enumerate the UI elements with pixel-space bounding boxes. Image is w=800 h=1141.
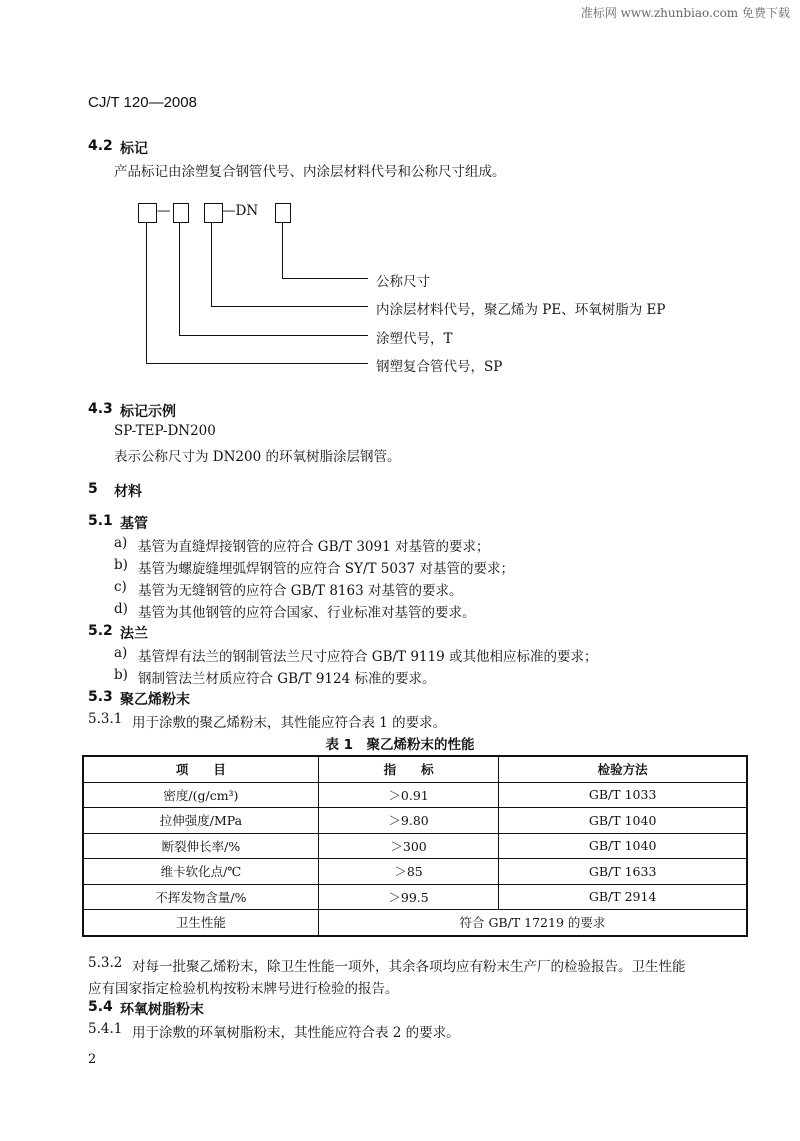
table-cell: 密度/(g/cm³) — [83, 782, 318, 808]
table-1-caption: 表 1 聚乙烯粉末的性能 — [325, 737, 475, 753]
list-item-marker: a) — [114, 645, 128, 661]
section-5-title: 材料 — [114, 484, 142, 500]
table-1 — [82, 755, 748, 937]
section-4-2-title: 标记 — [120, 141, 148, 157]
list-item: 基管为其他钢管的应符合国家、行业标准对基管的要求。 — [138, 605, 476, 621]
standard-code: CJ/T 120—2008 — [88, 94, 197, 111]
section-5-3-1-text: 用于涂敷的聚乙烯粉末，其性能应符合表 1 的要求。 — [132, 715, 447, 731]
list-item-marker: a) — [114, 535, 128, 551]
section-5-3-2-number: 5.3.2 — [88, 955, 123, 971]
section-5-3-1-number: 5.3.1 — [88, 711, 123, 727]
leader-size-v — [282, 222, 283, 278]
table-row — [83, 859, 747, 885]
diagram-label-sp: 钢塑复合管代号，SP — [376, 359, 503, 375]
table-cell: GB/T 1633 — [499, 859, 747, 885]
leader-material-h — [211, 306, 368, 307]
table-cell: GB/T 1040 — [499, 808, 747, 834]
dash-separator: — — [157, 203, 171, 219]
section-5-1-number: 5.1 — [88, 513, 113, 529]
table-cell: ＞9.80 — [318, 808, 498, 834]
column-header: 指 标 — [318, 756, 498, 782]
leader-sp-h — [146, 363, 368, 364]
list-item: 基管为螺旋缝埋弧焊钢管的应符合 SY/T 5037 对基管的要求； — [138, 561, 514, 577]
list-item: 基管为直缝焊接钢管的应符合 GB/T 3091 对基管的要求； — [138, 539, 490, 555]
diagram-label-size: 公称尺寸 — [376, 274, 430, 290]
section-5-3-2-line1: 对每一批聚乙烯粉末，除卫生性能一项外，其余各项均应有粉末生产厂的检验报告。卫生性能 — [132, 959, 686, 975]
table-cell: ＞99.5 — [318, 884, 498, 910]
list-item-marker: b) — [114, 667, 128, 683]
table-cell: 维卡软化点/℃ — [83, 859, 318, 885]
diagram-label-t: 涂塑代号，T — [376, 331, 453, 347]
dash-dn-label: —DN — [222, 203, 259, 219]
section-5-4-number: 5.4 — [88, 999, 113, 1015]
table-cell: ＞300 — [318, 833, 498, 859]
section-4-2-text: 产品标记由涂塑复合钢管代号、内涂层材料代号和公称尺寸组成。 — [114, 164, 506, 180]
table-cell: ＞0.91 — [318, 782, 498, 808]
code-box-sp — [138, 203, 157, 223]
leader-size-h — [282, 278, 368, 279]
page-number: 2 — [88, 1052, 97, 1067]
list-item: 钢制管法兰材质应符合 GB/T 9124 标准的要求。 — [138, 671, 436, 687]
column-header: 项 目 — [83, 756, 318, 782]
marking-example: SP-TEP-DN200 — [114, 423, 216, 439]
section-4-3-number: 4.3 — [88, 401, 113, 417]
list-item-marker: c) — [114, 579, 127, 595]
watermark: 准标网 www.zhunbiao.com 免费下载 — [580, 6, 790, 20]
list-item-marker: b) — [114, 557, 128, 573]
section-4-3-title: 标记示例 — [120, 404, 176, 420]
code-box-material — [204, 203, 223, 223]
table-header-row — [83, 756, 747, 782]
table-cell: 符合 GB/T 17219 的要求 — [318, 910, 747, 936]
section-5-4-1-number: 5.4.1 — [88, 1021, 123, 1037]
table-cell: GB/T 1033 — [499, 782, 747, 808]
table-cell: GB/T 1040 — [499, 833, 747, 859]
list-item: 基管为无缝钢管的应符合 GB/T 8163 对基管的要求。 — [138, 583, 463, 599]
leader-sp-v — [146, 222, 147, 363]
list-item: 基管焊有法兰的钢制管法兰尺寸应符合 GB/T 9119 或其他相应标准的要求； — [138, 649, 598, 665]
diagram-label-material: 内涂层材料代号，聚乙烯为 PE、环氧树脂为 EP — [376, 302, 666, 318]
leader-t-v — [179, 222, 180, 335]
code-box-t — [173, 203, 189, 223]
table-cell: 拉伸强度/MPa — [83, 808, 318, 834]
section-5-3-title: 聚乙烯粉末 — [120, 692, 190, 708]
column-header: 检验方法 — [499, 756, 747, 782]
code-box-size — [275, 203, 291, 223]
table-cell: 卫生性能 — [83, 910, 318, 936]
table-row — [83, 808, 747, 834]
table-cell: 断裂伸长率/% — [83, 833, 318, 859]
table-row — [83, 910, 747, 936]
section-5-3-2-line2: 应有国家指定检验机构按粉末牌号进行检验的报告。 — [88, 981, 399, 997]
section-5-number: 5 — [88, 481, 98, 497]
section-5-2-number: 5.2 — [88, 623, 113, 639]
leader-t-h — [179, 335, 368, 336]
leader-material-v — [211, 222, 212, 306]
table-row — [83, 884, 747, 910]
section-4-2-number: 4.2 — [88, 138, 113, 154]
table-row — [83, 782, 747, 808]
section-5-3-number: 5.3 — [88, 689, 113, 705]
list-item-marker: d) — [114, 601, 128, 617]
section-4-3-text: 表示公称尺寸为 DN200 的环氧树脂涂层钢管。 — [114, 449, 401, 465]
section-5-1-title: 基管 — [120, 516, 148, 532]
table-row — [83, 833, 747, 859]
table-cell: 不挥发物含量/% — [83, 884, 318, 910]
section-5-4-1-text: 用于涂敷的环氧树脂粉末，其性能应符合表 2 的要求。 — [132, 1025, 460, 1041]
table-cell: GB/T 2914 — [499, 884, 747, 910]
table-cell: ＞85 — [318, 859, 498, 885]
section-5-2-title: 法兰 — [120, 626, 148, 642]
section-5-4-title: 环氧树脂粉末 — [120, 1002, 204, 1018]
